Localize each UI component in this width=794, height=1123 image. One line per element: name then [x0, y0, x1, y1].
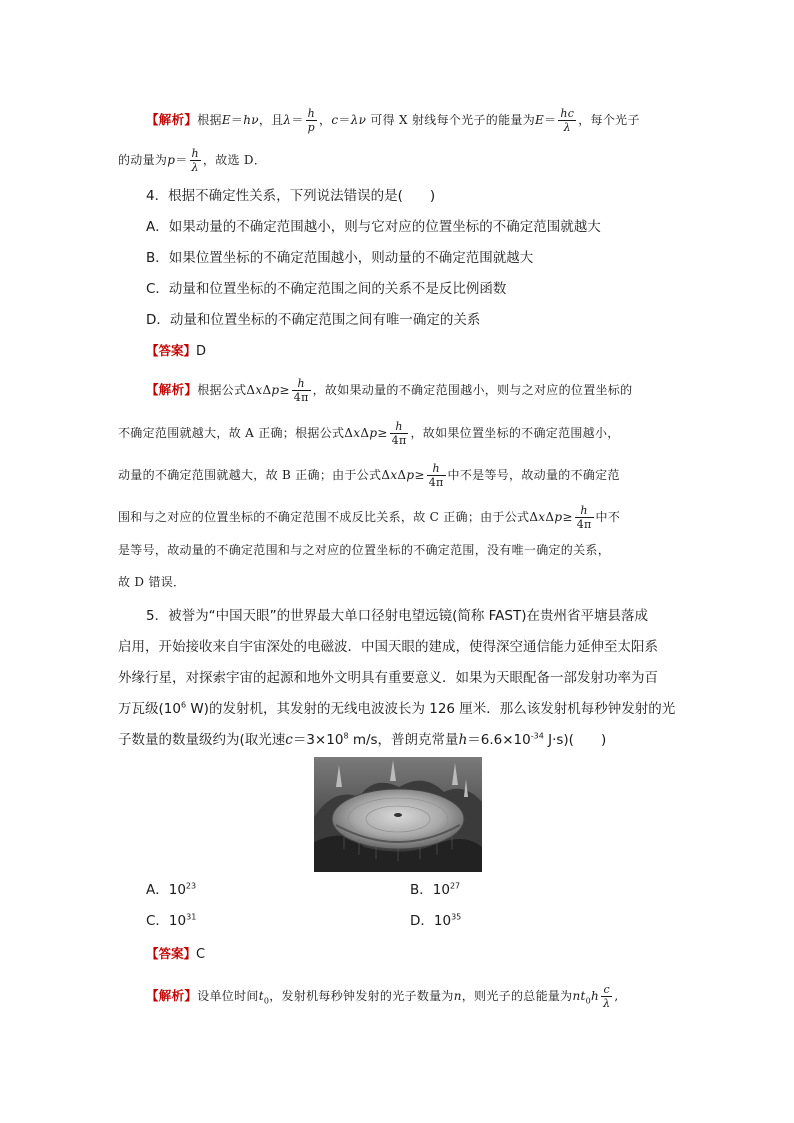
q4-answer: 【答案】D — [146, 343, 207, 359]
question-5-line-2: 启用，开始接收来自宇宙深处的电磁波．中国天眼的建成，使得深空通信能力延伸至太阳系 — [118, 639, 658, 655]
q4-explanation-line-6: 故 D 错误． — [118, 575, 186, 589]
q5-answer: 【答案】C — [146, 946, 206, 962]
question-5-line-3: 外缘行星，对探索宇宙的起源和地外文明具有重要意义．如果为天眼配备一部发射功率为百 — [118, 670, 658, 686]
q4-explanation-line-2: 不确定范围就越大，故 A 正确；根据公式ΔxΔp≥ $\frac{h}{4\pi}$ ，故如果位置坐标的不确定范围越小， — [118, 420, 620, 447]
fraction-h-over-lambda: $\frac{h}{\lambda}$ — [191, 147, 199, 174]
fraction-h-over-4pi: $\frac{h}{4\pi}$ — [428, 462, 444, 489]
fraction-h-over-4pi: $\frac{h}{4\pi}$ — [293, 377, 309, 404]
fraction-h-over-4pi: $\frac{h}{4\pi}$ — [576, 504, 592, 531]
question-5-line-5: 子数量的数量级约为(取光速$c=3\times 10^8$ m/s，普朗克常量$h=6.6\times 10^{-34}$ J·s)( ) — [118, 731, 607, 748]
q4-explanation-line-3: 动量的不确定范围就越大，故 B 正确；由于公式ΔxΔp≥ $\frac{h}{4\pi}$ 中不是等号，故动量的不确定范 — [118, 462, 620, 489]
q4-option-a: A．如果动量的不确定范围越小，则与它对应的位置坐标的不确定范围就越大 — [146, 219, 601, 235]
question-5-line-1: 5．被誉为“中国天眼”的世界最大单口径射电望远镜(简称 FAST)在贵州省平塘县落成 — [146, 608, 648, 624]
top-explanation-line-2: 的动量为p＝ $\frac{h}{\lambda}$ ，故选 D． — [118, 147, 267, 174]
question-4-stem: 4．根据不确定性关系，下列说法错误的是( ) — [146, 188, 436, 204]
q5-explanation-line-1: 【解析】设单位时间$t_0$，发射机每秒钟发射的光子数量为n，则光子的总能量为$nt_0h$ $\frac{c}{\lambda}$ , — [146, 983, 619, 1010]
q4-explanation-line-1: 【解析】根据公式ΔxΔp≥ $\frac{h}{4\pi}$ ，故如果动量的不确定范围越小，则与之对应的位置坐标的 — [146, 377, 633, 404]
explanation-tag: 【解析】 — [146, 112, 198, 127]
q4-explanation-line-5: 是等号，故动量的不确定范围和与之对应的位置坐标的不确定范围，没有唯一确定的关系， — [118, 543, 611, 557]
q4-option-d: D．动量和位置坐标的不确定范围之间有唯一确定的关系 — [146, 312, 481, 328]
q4-option-b: B．如果位置坐标的不确定范围越小，则动量的不确定范围就越大 — [146, 250, 534, 266]
q5-option-d: D．$10^{35}$ — [410, 912, 462, 929]
fraction-h-over-p: $\frac{h}{p}$ — [307, 107, 316, 134]
question-5-line-4: 万瓦级($10^6$ W)的发射机，其发射的无线电波波长为 126 厘米．那么该发射机每秒钟发射的光 — [118, 700, 676, 717]
q4-explanation-line-4: 围和与之对应的位置坐标的不确定范围不成反比关系，故 C 正确；由于公式ΔxΔp≥ $\frac{h}{4\pi}$ 中不 — [118, 504, 621, 531]
q5-option-c: C．$10^{31}$ — [146, 912, 197, 929]
top-explanation-line-1: 【解析】根据E＝hν，且λ＝ $\frac{h}{p}$ ，c＝λν 可得 X 射线每个光子的能量为E＝ $\frac{hc}{\lambda}$ ，每个光子 — [146, 107, 640, 134]
fast-telescope-photo — [314, 757, 482, 872]
q5-option-b: B．$10^{27}$ — [410, 881, 461, 898]
fraction-hc-over-lambda: $\frac{hc}{\lambda}$ — [560, 107, 575, 134]
fraction-c-over-lambda: $\frac{c}{\lambda}$ — [603, 983, 611, 1010]
q4-option-c: C．动量和位置坐标的不确定范围之间的关系不是反比例函数 — [146, 281, 507, 297]
q5-option-a: A．$10^{23}$ — [146, 881, 197, 898]
fraction-h-over-4pi: $\frac{h}{4\pi}$ — [391, 420, 407, 447]
